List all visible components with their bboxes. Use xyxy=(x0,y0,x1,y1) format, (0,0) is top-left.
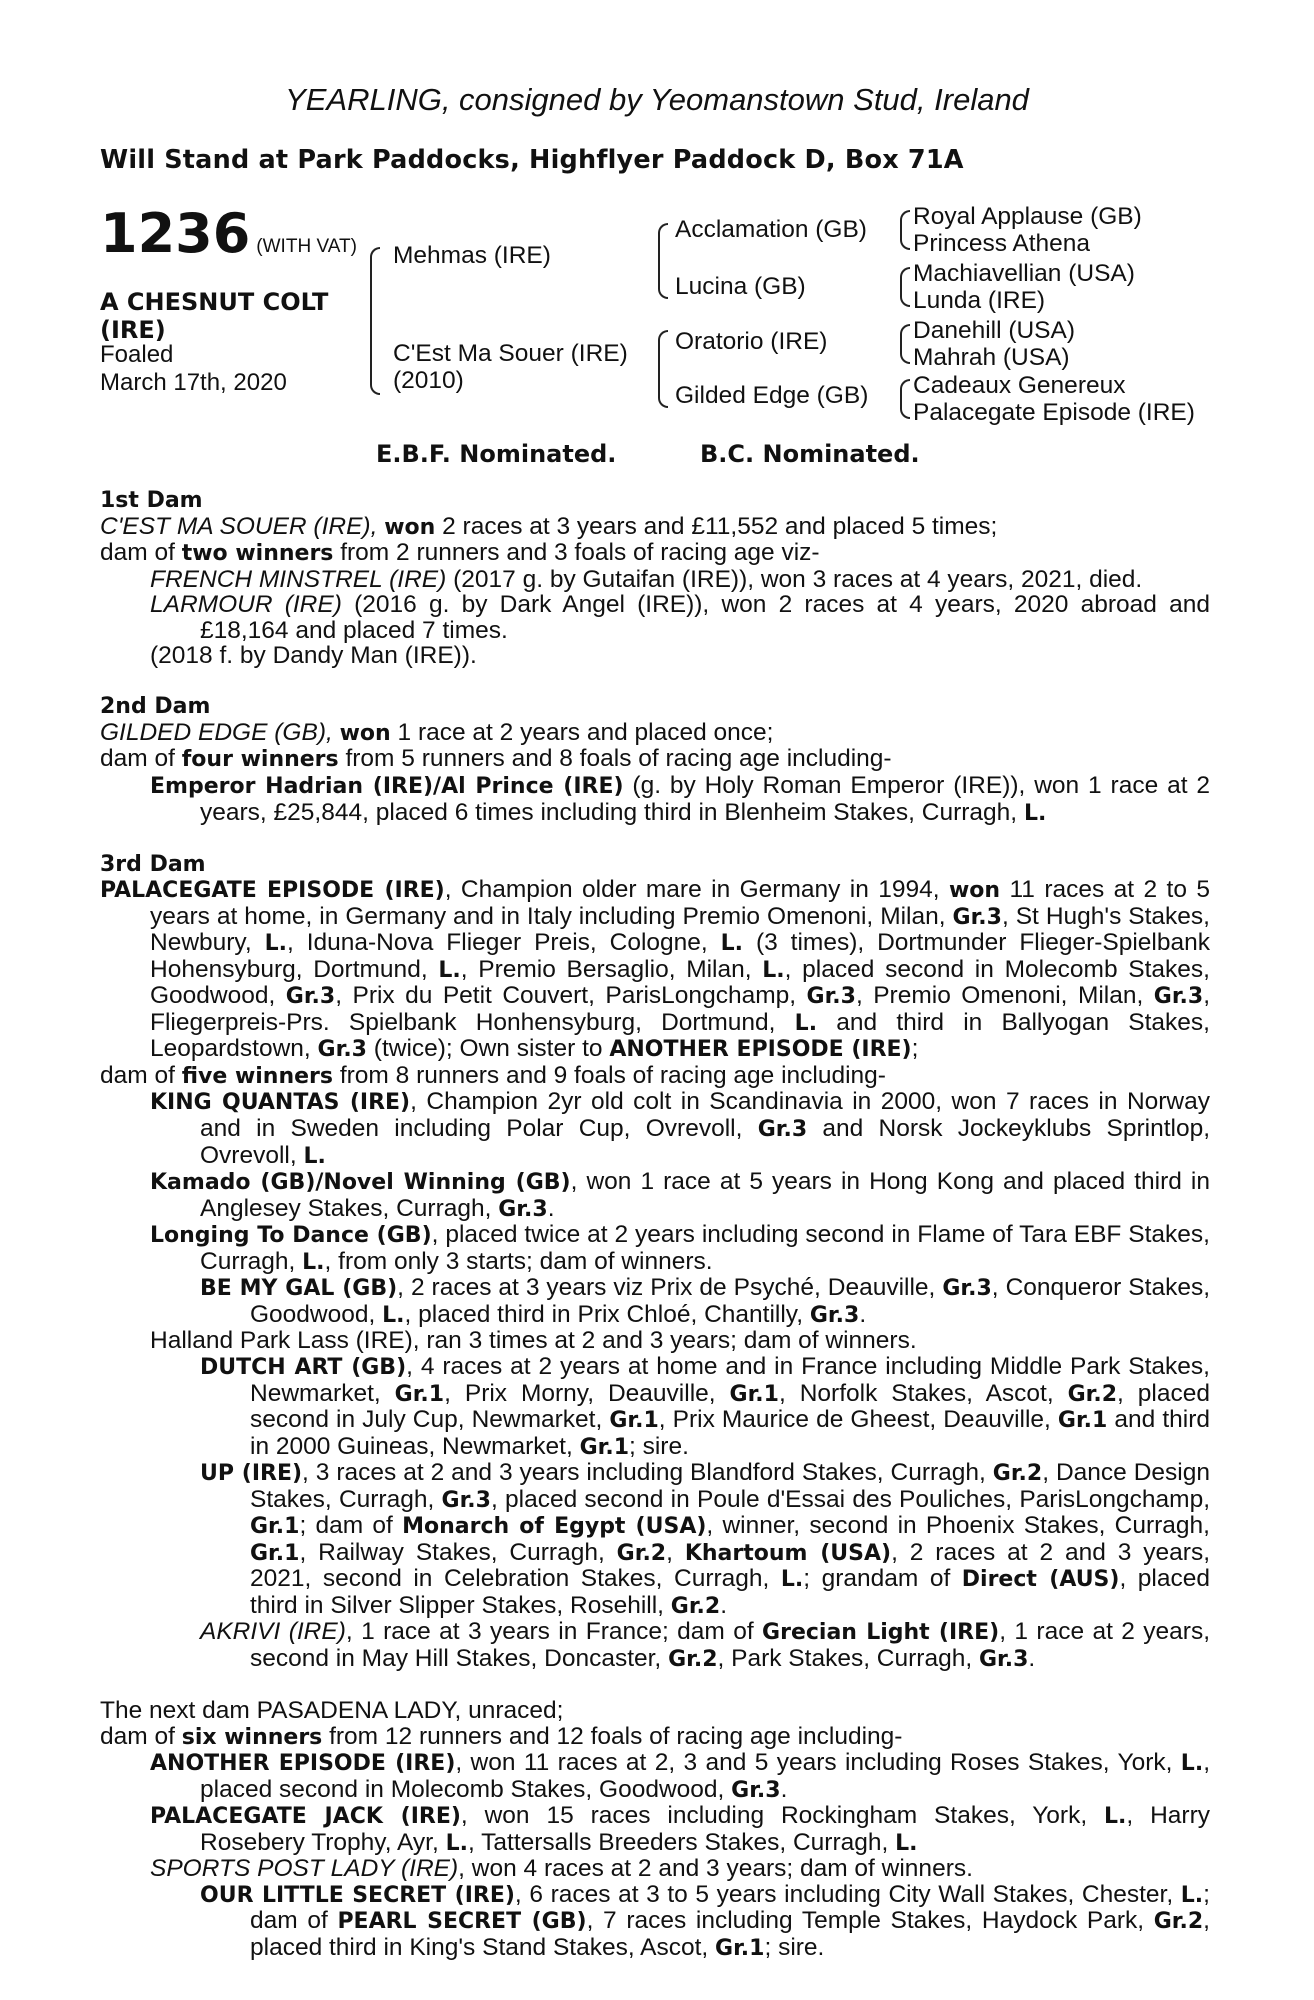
stand-location: Will Stand at Park Paddocks, Highflyer Paddock D, Box 71A xyxy=(100,145,964,175)
foaled-date: March 17th, 2020 xyxy=(100,369,287,396)
third-dam-foal-kamado: Kamado (GB)/Novel Winning (GB), won 1 race at 5 years in Hong Kong and placed third in Anglesey Stakes, Curragh, Gr.3. xyxy=(150,1168,1210,1222)
dd-dam-name: Palacegate Episode (IRE) xyxy=(913,399,1195,426)
sire-dam-name: Lucina (GB) xyxy=(675,273,806,300)
catalogue-text xyxy=(100,488,1210,1961)
first-dam-name: C'EST MA SOUER (IRE), xyxy=(100,512,378,540)
sire-name: Mehmas (IRE) xyxy=(393,242,551,269)
sd-sire-name: Machiavellian (USA) xyxy=(913,260,1135,287)
next-dam-progeny: dam of six winners from 12 runners and 12 foals of racing age including- xyxy=(100,1722,903,1750)
next-dam-foal-sports-post-lady: SPORTS POST LADY (IRE), won 4 races at 2 and 3 years; dam of winners. xyxy=(150,1855,973,1883)
dam-sire-name: Oratorio (IRE) xyxy=(675,328,828,355)
third-dam-foal-halland: Halland Park Lass (IRE), ran 3 times at 2 and 3 years; dam of winners. xyxy=(150,1327,917,1355)
pedigree-brace-ss xyxy=(900,210,910,250)
ebf-nominated: E.B.F. Nominated. xyxy=(376,440,617,468)
first-dam-record: C'EST MA SOUER (IRE), won 2 races at 3 years and £11,552 and placed 5 times; xyxy=(100,512,998,540)
sd-dam-name: Lunda (IRE) xyxy=(913,287,1046,314)
third-dam-record: PALACEGATE EPISODE (IRE), Champion older mare in Germany in 1994, won 11 races at 2 to 5 years at home, in Germany and in Italy including Premio Omenoni, Milan, Gr.3, St Hugh's Stakes, Newbury, L., Iduna-Nova Flieger Preis, Cologne, L. (3 times), Dortmunder Flieger-Spielbank Hohensyburg, Dortmund, L., Premio Bersaglio, Milan, L., placed second in Molecomb Stakes, Goodwood, Gr.3, Prix du Petit Couvert, ParisLongchamp, Gr.3, Premio Omenoni, Milan, Gr.3, Fliegerpreis-Prs. Spielbank Honhensyburg, Dortmund, L. and third in Ballyogan Stakes, Leopardstown, Gr.3 (twice); Own sister to ANOTHER EPISODE (IRE); xyxy=(100,876,1211,1063)
pedigree-brace-dd xyxy=(900,379,910,419)
dam-dam-name: Gilded Edge (GB) xyxy=(675,382,869,409)
third-dam-heading: 3rd Dam xyxy=(100,851,206,877)
lot-number: 1236 xyxy=(100,202,251,265)
second-dam-record: GILDED EDGE (GB), won 1 race at 2 years and placed once; xyxy=(100,718,774,746)
next-dam-foal-palacegate-jack: PALACEGATE JACK (IRE), won 15 races including Rockingham Stakes, York, L., Harry Rosebery Trophy, Ayr, L., Tattersalls Breeders Stakes, Curragh, L. xyxy=(150,1802,1211,1856)
ds-sire-name: Danehill (USA) xyxy=(913,317,1076,344)
third-dam-foal-longing: Longing To Dance (GB), placed twice at 2 years including second in Flame of Tara EBF Stakes, Curragh, L., from only 3 starts; dam of winners. xyxy=(150,1221,1210,1275)
foaled-label: Foaled xyxy=(100,341,174,368)
bc-nominated: B.C. Nominated. xyxy=(700,440,920,468)
dam-name: C'Est Ma Souer (IRE) xyxy=(393,340,628,367)
lot-number-block xyxy=(100,202,357,265)
ss-sire-name: Royal Applause (GB) xyxy=(913,203,1142,230)
ss-dam-name: Princess Athena xyxy=(913,230,1091,257)
foaled-info xyxy=(100,341,287,397)
third-dam-grandfoal-up: UP (IRE), 3 races at 2 and 3 years including Blandford Stakes, Curragh, Gr.2, Dance Design Stakes, Curragh, Gr.3, placed second in Poule d'Essai des Pouliches, ParisLongchamp, Gr.1; dam of Monarch of Egypt (USA), winner, second in Phoenix Stakes, Curragh, Gr.1, Railway Stakes, Curragh, Gr.2, Khartoum (USA), 2 races at 2 and 3 years, 2021, second in Celebration Stakes, Curragh, L.; grandam of Direct (AUS), placed third in Silver Slipper Stakes, Rosehill, Gr.2. xyxy=(200,1459,1210,1619)
third-dam-progeny: dam of five winners from 8 runners and 9 foals of racing age including- xyxy=(100,1061,886,1089)
sire-sire-name: Acclamation (GB) xyxy=(675,216,867,243)
dd-sire-name: Cadeaux Genereux xyxy=(913,372,1126,399)
first-dam-progeny: dam of two winners from 2 runners and 3 foals of racing age viz- xyxy=(100,539,820,567)
second-dam-progeny: dam of four winners from 5 runners and 8 foals of racing age including- xyxy=(100,745,892,773)
ds-dam-name: Mahrah (USA) xyxy=(913,344,1070,371)
first-dam-foal-1: FRENCH MINSTREL (IRE) (2017 g. by Gutaifan (IRE)), won 3 races at 4 years, 2021, died. xyxy=(150,565,1143,593)
pedigree-brace-sd xyxy=(900,267,910,307)
second-dam-foal-1: Emperor Hadrian (IRE)/Al Prince (IRE) (g. by Holy Roman Emperor (IRE)), won 1 race at 2 years, £25,844, placed 6 times including third in Blenheim Stakes, Curragh, L. xyxy=(150,771,1211,826)
first-dam-heading: 1st Dam xyxy=(100,488,203,513)
consignment-line: YEARLING, consigned by Yeomanstown Stud, Ireland xyxy=(285,82,1029,117)
second-dam-heading: 2nd Dam xyxy=(100,694,211,720)
vat-note: (WITH VAT) xyxy=(256,236,357,257)
next-dam-line: The next dam PASADENA LADY, unraced; xyxy=(100,1697,564,1725)
pedigree-brace-sire xyxy=(658,223,668,299)
third-dam-foal-king-quantas: KING QUANTAS (IRE), Champion 2yr old colt in Scandinavia in 2000, won 7 races in Norway and in Sweden including Polar Cup, Ovrevoll, Gr.3 and Norsk Jockeyklubs Sprintlop, Ovrevoll, L. xyxy=(150,1088,1211,1169)
dam-year: (2010) xyxy=(393,367,464,394)
horse-description: A CHESNUT COLT (IRE) xyxy=(100,288,329,344)
first-dam-foal-3: (2018 f. by Dandy Man (IRE)). xyxy=(150,642,477,670)
first-dam-foal-2: LARMOUR (IRE) (2016 g. by Dark Angel (IRE)), won 2 races at 4 years, 2020 abroad and £18,164 and placed 7 times. xyxy=(150,591,1210,644)
third-dam-grandfoal-akrivi: AKRIVI (IRE), 1 race at 3 years in France; dam of Grecian Light (IRE), 1 race at 2 years, second in May Hill Stakes, Doncaster, Gr.2, Park Stakes, Curragh, Gr.3. xyxy=(200,1618,1211,1672)
pedigree-brace-dam xyxy=(658,330,668,408)
next-dam-foal-another-episode: ANOTHER EPISODE (IRE), won 11 races at 2, 3 and 5 years including Roses Stakes, York, L., placed second in Molecomb Stakes, Goodwood, Gr.3. xyxy=(150,1749,1210,1803)
next-dam-grandfoal-our-little-secret: OUR LITTLE SECRET (IRE), 6 races at 3 to 5 years including City Wall Stakes, Chester, L.; dam of PEARL SECRET (GB), 7 races including Temple Stakes, Haydock Park, Gr.2, placed third in King's Stand Stakes, Ascot, Gr.1; sire. xyxy=(200,1880,1210,1961)
pedigree-brace-main xyxy=(370,247,380,395)
third-dam-grandfoal-dutch-art: DUTCH ART (GB), 4 races at 2 years at home and in France including Middle Park Stakes, Newmarket, Gr.1, Prix Morny, Deauville, Gr.1, Norfolk Stakes, Ascot, Gr.2, placed second in July Cup, Newmarket, Gr.1, Prix Maurice de Gheest, Deauville, Gr.1 and third in 2000 Guineas, Newmarket, Gr.1; sire. xyxy=(200,1352,1210,1460)
pedigree-brace-ds xyxy=(900,324,910,364)
third-dam-grandfoal-be-my-gal: BE MY GAL (GB), 2 races at 3 years viz Prix de Psyché, Deauville, Gr.3, Conqueror Stakes, Goodwood, L., placed third in Prix Chloé, Chantilly, Gr.3. xyxy=(200,1274,1211,1328)
